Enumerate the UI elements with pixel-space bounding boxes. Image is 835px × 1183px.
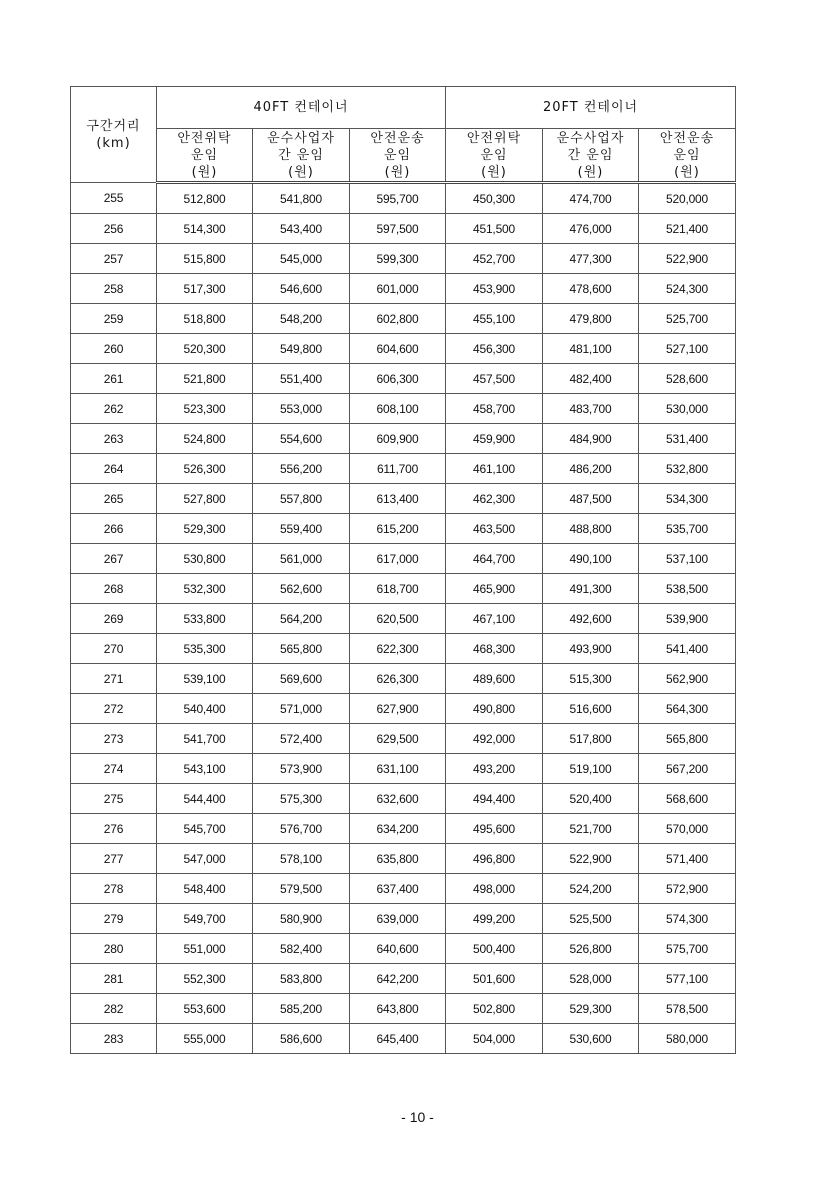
fare-cell: 492,600 bbox=[543, 604, 639, 634]
fare-cell: 526,300 bbox=[157, 454, 253, 484]
fare-cell: 573,900 bbox=[253, 754, 350, 784]
distance-cell: 282 bbox=[71, 994, 157, 1024]
fare-cell: 571,400 bbox=[639, 844, 736, 874]
fare-cell: 481,100 bbox=[543, 334, 639, 364]
fare-cell: 487,500 bbox=[543, 484, 639, 514]
distance-header-label: 구간거리 bbox=[86, 118, 141, 134]
group-header-20ft: 20FT 컨테이너 bbox=[446, 87, 736, 129]
fare-cell: 530,000 bbox=[639, 394, 736, 424]
fare-cell: 492,000 bbox=[446, 724, 543, 754]
fare-cell: 526,800 bbox=[543, 934, 639, 964]
fare-cell: 539,100 bbox=[157, 664, 253, 694]
fare-cell: 458,700 bbox=[446, 394, 543, 424]
fare-cell: 586,600 bbox=[253, 1024, 350, 1054]
distance-cell: 268 bbox=[71, 574, 157, 604]
fare-cell: 577,100 bbox=[639, 964, 736, 994]
fare-cell: 545,700 bbox=[157, 814, 253, 844]
fare-cell: 585,200 bbox=[253, 994, 350, 1024]
fare-cell: 578,100 bbox=[253, 844, 350, 874]
fare-cell: 642,200 bbox=[350, 964, 446, 994]
table-header bbox=[71, 87, 736, 183]
table-row bbox=[71, 574, 736, 604]
table-row bbox=[71, 394, 736, 424]
fare-cell: 457,500 bbox=[446, 364, 543, 394]
table-row bbox=[71, 874, 736, 904]
fare-cell: 528,600 bbox=[639, 364, 736, 394]
distance-cell: 266 bbox=[71, 514, 157, 544]
table-row bbox=[71, 694, 736, 724]
fare-cell: 490,800 bbox=[446, 694, 543, 724]
fare-cell: 639,000 bbox=[350, 904, 446, 934]
fare-cell: 579,500 bbox=[253, 874, 350, 904]
table-row bbox=[71, 334, 736, 364]
fare-cell: 523,300 bbox=[157, 394, 253, 424]
fare-cell: 571,000 bbox=[253, 694, 350, 724]
fare-cell: 575,300 bbox=[253, 784, 350, 814]
fare-cell: 595,700 bbox=[350, 183, 446, 214]
table-row bbox=[71, 424, 736, 454]
fare-cell: 567,200 bbox=[639, 754, 736, 784]
fare-cell: 529,300 bbox=[543, 994, 639, 1024]
table-row bbox=[71, 244, 736, 274]
fare-cell: 493,900 bbox=[543, 634, 639, 664]
fare-cell: 553,000 bbox=[253, 394, 350, 424]
fare-cell: 519,100 bbox=[543, 754, 639, 784]
distance-cell: 277 bbox=[71, 844, 157, 874]
fare-cell: 620,500 bbox=[350, 604, 446, 634]
distance-cell: 267 bbox=[71, 544, 157, 574]
fare-cell: 534,300 bbox=[639, 484, 736, 514]
column-header-text: 운임 bbox=[383, 148, 412, 163]
table-row bbox=[71, 814, 736, 844]
fare-cell: 520,400 bbox=[543, 784, 639, 814]
fare-cell: 459,900 bbox=[446, 424, 543, 454]
fare-cell: 517,300 bbox=[157, 274, 253, 304]
fare-cell: 474,700 bbox=[543, 183, 639, 214]
fare-cell: 572,900 bbox=[639, 874, 736, 904]
fare-cell: 572,400 bbox=[253, 724, 350, 754]
fare-cell: 456,300 bbox=[446, 334, 543, 364]
fare-cell: 613,400 bbox=[350, 484, 446, 514]
fare-cell: 494,400 bbox=[446, 784, 543, 814]
fare-cell: 570,000 bbox=[639, 814, 736, 844]
fare-cell: 462,300 bbox=[446, 484, 543, 514]
fare-cell: 527,800 bbox=[157, 484, 253, 514]
column-header-text: 운임 bbox=[480, 148, 508, 163]
fare-cell: 524,800 bbox=[157, 424, 253, 454]
table-row bbox=[71, 664, 736, 694]
column-header-text: 운수사업자 bbox=[556, 131, 625, 146]
fare-cell: 520,300 bbox=[157, 334, 253, 364]
fare-cell: 539,900 bbox=[639, 604, 736, 634]
fare-cell: 535,300 bbox=[157, 634, 253, 664]
fare-cell: 482,400 bbox=[543, 364, 639, 394]
fare-cell: 615,200 bbox=[350, 514, 446, 544]
fare-cell: 554,600 bbox=[253, 424, 350, 454]
column-header-text: 운임 bbox=[190, 148, 219, 163]
fare-cell: 604,600 bbox=[350, 334, 446, 364]
fare-cell: 634,200 bbox=[350, 814, 446, 844]
fare-cell: 535,700 bbox=[639, 514, 736, 544]
column-header-text: 안전위탁 bbox=[177, 131, 232, 146]
fare-cell: 499,200 bbox=[446, 904, 543, 934]
fare-cell: 551,000 bbox=[157, 934, 253, 964]
distance-cell: 283 bbox=[71, 1024, 157, 1054]
table-row bbox=[71, 844, 736, 874]
fare-cell: 464,700 bbox=[446, 544, 543, 574]
fare-cell: 450,300 bbox=[446, 183, 543, 214]
table-row bbox=[71, 304, 736, 334]
fare-cell: 575,700 bbox=[639, 934, 736, 964]
fare-cell: 549,800 bbox=[253, 334, 350, 364]
fare-cell: 514,300 bbox=[157, 214, 253, 244]
fare-cell: 645,400 bbox=[350, 1024, 446, 1054]
distance-cell: 281 bbox=[71, 964, 157, 994]
table-body bbox=[71, 183, 736, 1054]
fare-cell: 643,800 bbox=[350, 994, 446, 1024]
table-row bbox=[71, 1024, 736, 1054]
column-header-text: (원) bbox=[577, 165, 604, 180]
column-header-40ft-2 bbox=[253, 129, 350, 183]
fare-cell: 524,300 bbox=[639, 274, 736, 304]
distance-cell: 261 bbox=[71, 364, 157, 394]
table-row bbox=[71, 183, 736, 214]
fare-cell: 518,800 bbox=[157, 304, 253, 334]
distance-cell: 272 bbox=[71, 694, 157, 724]
fare-cell: 547,000 bbox=[157, 844, 253, 874]
column-header-text: 간 운임 bbox=[278, 148, 324, 163]
fare-cell: 516,600 bbox=[543, 694, 639, 724]
distance-cell: 258 bbox=[71, 274, 157, 304]
fare-cell: 565,800 bbox=[253, 634, 350, 664]
fare-cell: 525,700 bbox=[639, 304, 736, 334]
fare-cell: 453,900 bbox=[446, 274, 543, 304]
fare-cell: 537,100 bbox=[639, 544, 736, 574]
fare-cell: 491,300 bbox=[543, 574, 639, 604]
fare-cell: 580,000 bbox=[639, 1024, 736, 1054]
fare-cell: 525,500 bbox=[543, 904, 639, 934]
fare-cell: 627,900 bbox=[350, 694, 446, 724]
fare-cell: 549,700 bbox=[157, 904, 253, 934]
distance-cell: 274 bbox=[71, 754, 157, 784]
fare-cell: 565,800 bbox=[639, 724, 736, 754]
fare-cell: 515,800 bbox=[157, 244, 253, 274]
fare-cell: 541,400 bbox=[639, 634, 736, 664]
column-header-text: 안전위탁 bbox=[466, 131, 522, 146]
fare-cell: 521,400 bbox=[639, 214, 736, 244]
fare-cell: 488,800 bbox=[543, 514, 639, 544]
table-row bbox=[71, 214, 736, 244]
column-header-20ft-2 bbox=[543, 129, 639, 183]
fare-cell: 617,000 bbox=[350, 544, 446, 574]
fare-cell: 608,100 bbox=[350, 394, 446, 424]
column-header-text: (원) bbox=[384, 165, 411, 180]
distance-cell: 273 bbox=[71, 724, 157, 754]
fare-cell: 640,600 bbox=[350, 934, 446, 964]
fare-cell: 599,300 bbox=[350, 244, 446, 274]
distance-cell: 275 bbox=[71, 784, 157, 814]
fare-cell: 609,900 bbox=[350, 424, 446, 454]
fare-cell: 541,700 bbox=[157, 724, 253, 754]
fare-cell: 582,400 bbox=[253, 934, 350, 964]
distance-cell: 259 bbox=[71, 304, 157, 334]
fare-cell: 632,600 bbox=[350, 784, 446, 814]
fare-cell: 583,800 bbox=[253, 964, 350, 994]
distance-cell: 263 bbox=[71, 424, 157, 454]
fare-cell: 635,800 bbox=[350, 844, 446, 874]
fare-cell: 548,200 bbox=[253, 304, 350, 334]
column-header-text: (원) bbox=[288, 165, 314, 180]
table-row bbox=[71, 934, 736, 964]
table-row bbox=[71, 964, 736, 994]
distance-cell: 260 bbox=[71, 334, 157, 364]
fare-cell: 562,600 bbox=[253, 574, 350, 604]
fare-cell: 552,300 bbox=[157, 964, 253, 994]
fare-cell: 467,100 bbox=[446, 604, 543, 634]
fare-cell: 618,700 bbox=[350, 574, 446, 604]
table-row bbox=[71, 604, 736, 634]
fare-cell: 504,000 bbox=[446, 1024, 543, 1054]
distance-cell: 265 bbox=[71, 484, 157, 514]
fare-cell: 544,400 bbox=[157, 784, 253, 814]
fare-cell: 495,600 bbox=[446, 814, 543, 844]
fare-cell: 493,200 bbox=[446, 754, 543, 784]
fare-cell: 476,000 bbox=[543, 214, 639, 244]
distance-cell: 280 bbox=[71, 934, 157, 964]
fare-cell: 524,200 bbox=[543, 874, 639, 904]
column-header-text: (원) bbox=[191, 165, 218, 180]
fare-cell: 606,300 bbox=[350, 364, 446, 394]
fare-cell: 496,800 bbox=[446, 844, 543, 874]
distance-cell: 270 bbox=[71, 634, 157, 664]
table-row bbox=[71, 484, 736, 514]
fare-cell: 455,100 bbox=[446, 304, 543, 334]
fare-cell: 479,800 bbox=[543, 304, 639, 334]
fare-cell: 626,300 bbox=[350, 664, 446, 694]
table-row bbox=[71, 514, 736, 544]
fare-cell: 540,400 bbox=[157, 694, 253, 724]
distance-cell: 257 bbox=[71, 244, 157, 274]
fare-cell: 498,000 bbox=[446, 874, 543, 904]
column-header-40ft-1 bbox=[157, 129, 253, 183]
table-row bbox=[71, 784, 736, 814]
column-header-row bbox=[71, 129, 736, 183]
fare-cell: 556,200 bbox=[253, 454, 350, 484]
fare-cell: 597,500 bbox=[350, 214, 446, 244]
fare-cell: 622,300 bbox=[350, 634, 446, 664]
page-number: - 10 - bbox=[401, 1109, 434, 1125]
table-row bbox=[71, 274, 736, 304]
distance-cell: 271 bbox=[71, 664, 157, 694]
column-header-20ft-1 bbox=[446, 129, 543, 183]
table-row bbox=[71, 544, 736, 574]
column-header-text: 안전운송 bbox=[659, 131, 715, 146]
fare-cell: 528,000 bbox=[543, 964, 639, 994]
fare-cell: 512,800 bbox=[157, 183, 253, 214]
distance-cell: 255 bbox=[71, 183, 157, 214]
fare-cell: 631,100 bbox=[350, 754, 446, 784]
fare-cell: 521,700 bbox=[543, 814, 639, 844]
fare-cell: 463,500 bbox=[446, 514, 543, 544]
fare-cell: 637,400 bbox=[350, 874, 446, 904]
fare-cell: 500,400 bbox=[446, 934, 543, 964]
fare-table bbox=[70, 86, 736, 1054]
fare-cell: 611,700 bbox=[350, 454, 446, 484]
fare-cell: 522,900 bbox=[543, 844, 639, 874]
fare-cell: 502,800 bbox=[446, 994, 543, 1024]
fare-cell: 543,400 bbox=[253, 214, 350, 244]
fare-cell: 530,800 bbox=[157, 544, 253, 574]
fare-cell: 562,900 bbox=[639, 664, 736, 694]
fare-cell: 601,000 bbox=[350, 274, 446, 304]
fare-cell: 533,800 bbox=[157, 604, 253, 634]
distance-cell: 264 bbox=[71, 454, 157, 484]
fare-cell: 478,600 bbox=[543, 274, 639, 304]
distance-cell: 276 bbox=[71, 814, 157, 844]
distance-cell: 262 bbox=[71, 394, 157, 424]
fare-cell: 569,600 bbox=[253, 664, 350, 694]
fare-cell: 477,300 bbox=[543, 244, 639, 274]
fare-cell: 532,800 bbox=[639, 454, 736, 484]
fare-cell: 546,600 bbox=[253, 274, 350, 304]
fare-cell: 484,900 bbox=[543, 424, 639, 454]
column-header-text: 운임 bbox=[673, 148, 701, 163]
fare-cell: 564,200 bbox=[253, 604, 350, 634]
fare-cell: 529,300 bbox=[157, 514, 253, 544]
fare-cell: 531,400 bbox=[639, 424, 736, 454]
distance-cell: 256 bbox=[71, 214, 157, 244]
column-header-text: (원) bbox=[674, 165, 700, 180]
fare-cell: 451,500 bbox=[446, 214, 543, 244]
fare-cell: 483,700 bbox=[543, 394, 639, 424]
table-row bbox=[71, 724, 736, 754]
fare-cell: 557,800 bbox=[253, 484, 350, 514]
fare-cell: 489,600 bbox=[446, 664, 543, 694]
fare-cell: 543,100 bbox=[157, 754, 253, 784]
distance-cell: 279 bbox=[71, 904, 157, 934]
fare-cell: 468,300 bbox=[446, 634, 543, 664]
fare-cell: 527,100 bbox=[639, 334, 736, 364]
fare-cell: 578,500 bbox=[639, 994, 736, 1024]
fare-cell: 521,800 bbox=[157, 364, 253, 394]
distance-header-unit: (km) bbox=[96, 135, 131, 151]
column-header-text: 안전운송 bbox=[370, 131, 425, 146]
fare-cell: 553,600 bbox=[157, 994, 253, 1024]
fare-cell: 545,000 bbox=[253, 244, 350, 274]
fare-cell: 538,500 bbox=[639, 574, 736, 604]
distance-cell: 269 bbox=[71, 604, 157, 634]
column-header-20ft-3 bbox=[639, 129, 736, 183]
column-header-text: 운수사업자 bbox=[267, 131, 335, 146]
fare-cell: 541,800 bbox=[253, 183, 350, 214]
fare-cell: 548,400 bbox=[157, 874, 253, 904]
fare-cell: 486,200 bbox=[543, 454, 639, 484]
fare-cell: 551,400 bbox=[253, 364, 350, 394]
fare-cell: 490,100 bbox=[543, 544, 639, 574]
fare-cell: 461,100 bbox=[446, 454, 543, 484]
fare-cell: 501,600 bbox=[446, 964, 543, 994]
fare-cell: 522,900 bbox=[639, 244, 736, 274]
column-header-40ft-3 bbox=[350, 129, 446, 183]
table-row bbox=[71, 904, 736, 934]
column-header-text: (원) bbox=[481, 165, 507, 180]
table-row bbox=[71, 454, 736, 484]
fare-cell: 561,000 bbox=[253, 544, 350, 574]
fare-cell: 568,600 bbox=[639, 784, 736, 814]
table-row bbox=[71, 634, 736, 664]
fare-cell: 515,300 bbox=[543, 664, 639, 694]
distance-cell: 278 bbox=[71, 874, 157, 904]
fare-cell: 580,900 bbox=[253, 904, 350, 934]
fare-cell: 629,500 bbox=[350, 724, 446, 754]
distance-header bbox=[71, 87, 157, 183]
fare-cell: 559,400 bbox=[253, 514, 350, 544]
column-header-text: 간 운임 bbox=[567, 148, 614, 163]
table-row bbox=[71, 754, 736, 784]
fare-cell: 576,700 bbox=[253, 814, 350, 844]
table-row bbox=[71, 364, 736, 394]
fare-cell: 574,300 bbox=[639, 904, 736, 934]
fare-cell: 555,000 bbox=[157, 1024, 253, 1054]
fare-cell: 530,600 bbox=[543, 1024, 639, 1054]
group-header-40ft: 40FT 컨테이너 bbox=[157, 87, 446, 129]
fare-cell: 564,300 bbox=[639, 694, 736, 724]
table-row bbox=[71, 994, 736, 1024]
fare-cell: 452,700 bbox=[446, 244, 543, 274]
fare-cell: 520,000 bbox=[639, 183, 736, 214]
fare-cell: 465,900 bbox=[446, 574, 543, 604]
fare-cell: 517,800 bbox=[543, 724, 639, 754]
fare-cell: 532,300 bbox=[157, 574, 253, 604]
fare-cell: 602,800 bbox=[350, 304, 446, 334]
